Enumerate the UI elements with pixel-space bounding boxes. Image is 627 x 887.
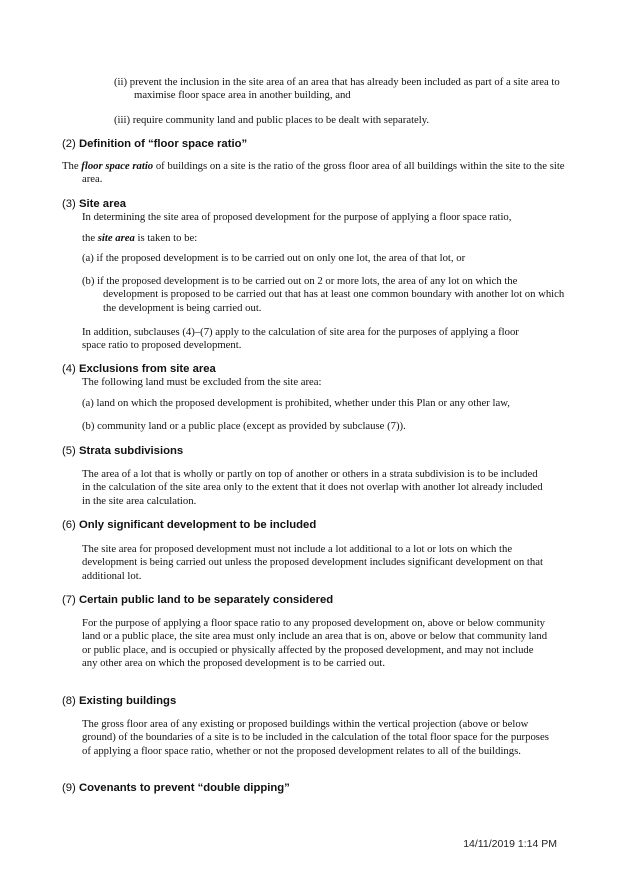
section-heading-4 [62,362,216,376]
public-land-text: For the purpose of applying a floor space ratio to any proposed development on, above or below community land or a public place, the site area must only include an area that is on, above or below that community land or public place, and is occupied or physically affected by the proposed development, and may not include any other area on which the proposed development is to be carried out. [82,617,548,670]
section-number: (5) [62,445,76,457]
section-number: (4) [62,363,76,375]
site-area-lead [82,232,572,245]
section-heading-3 [62,197,126,211]
strata-subdivisions-text: The area of a lot that is wholly or partly on top of another or others in a strata subdivision is to be included in the calculation of the site area only to the extent that it does not overlap with another lot already included in the site area calculation. [82,468,543,507]
text-run: the [82,232,98,244]
site-area-intro: In determining the site area of proposed development for the purpose of applying a floor space ratio, [82,211,512,223]
section-number: (9) [62,782,76,794]
section-title: Strata subdivisions [78,445,184,457]
section-title: Existing buildings [78,695,177,707]
site-area-item-a: (a) if the proposed development is to be carried out on only one lot, the area of that lot, or [82,252,466,264]
section-number: (8) [62,695,76,707]
site-area-additional: In addition, subclauses (4)–(7) apply to the calculation of site area for the purposes of applying a floor space ratio to proposed development. [82,326,519,352]
exclusions-item-b: (b) community land or a public place (except as provided by subclause (7)). [82,420,406,432]
defined-term: site area [97,232,135,244]
existing-buildings-text: The gross floor area of any existing or proposed buildings within the vertical projection (above or below ground) of the boundaries of a site is to be included in the calculation of the total floor space for the purposes of applying a floor space ratio, whether or not the proposed development relates to all of the buildings. [82,718,549,757]
section-heading-7 [62,593,333,607]
section-number: (6) [62,519,76,531]
section-title: Exclusions from site area [78,363,216,375]
exclusions-intro: The following land must be excluded from the site area: [82,376,322,388]
section-heading-6 [62,518,316,532]
section-heading-5 [62,444,183,458]
section-number: (3) [62,198,76,210]
section-heading-9 [62,781,290,795]
section-heading-8 [62,694,176,708]
text-run: is taken to be: [134,232,198,244]
site-area-item-b: (b) if the proposed development is to be carried out on 2 or more lots, the area of any lot on which the development is proposed to be carried out that has at least one common boundary with another lot on which the development is being carried out. [82,275,565,314]
defined-term: floor space ratio [81,160,154,172]
section-heading-2 [62,137,247,151]
section-number: (2) [62,138,76,150]
section-number: (7) [62,594,76,606]
text-run: of buildings on a site is the ratio of the gross floor area of all buildings within the site to the site area. [82,160,565,186]
print-timestamp: 14/11/2019 1:14 PM [463,838,557,850]
text-run: The [62,160,82,172]
section-title: Covenants to prevent “double dipping” [78,782,290,794]
section-title: Definition of “floor space ratio” [78,138,248,150]
exclusions-item-a: (a) land on which the proposed development is prohibited, whether under this Plan or any other law, [82,397,510,409]
section-title: Site area [78,198,127,210]
significant-development-text: The site area for proposed development must not include a lot additional to a lot or lots on which the development is being carried out unless the proposed development includes significant development on that additional lot. [82,543,543,582]
subparagraph-ii: (ii) prevent the inclusion in the site area of an area that has already been included as part of a site area to maximise floor space area in another building, and [114,76,560,102]
subparagraph-iii: (iii) require community land and public places to be dealt with separately. [114,114,430,126]
floor-space-ratio-definition [62,160,572,187]
section-title: Certain public land to be separately considered [78,594,334,606]
section-title: Only significant development to be included [78,519,317,531]
